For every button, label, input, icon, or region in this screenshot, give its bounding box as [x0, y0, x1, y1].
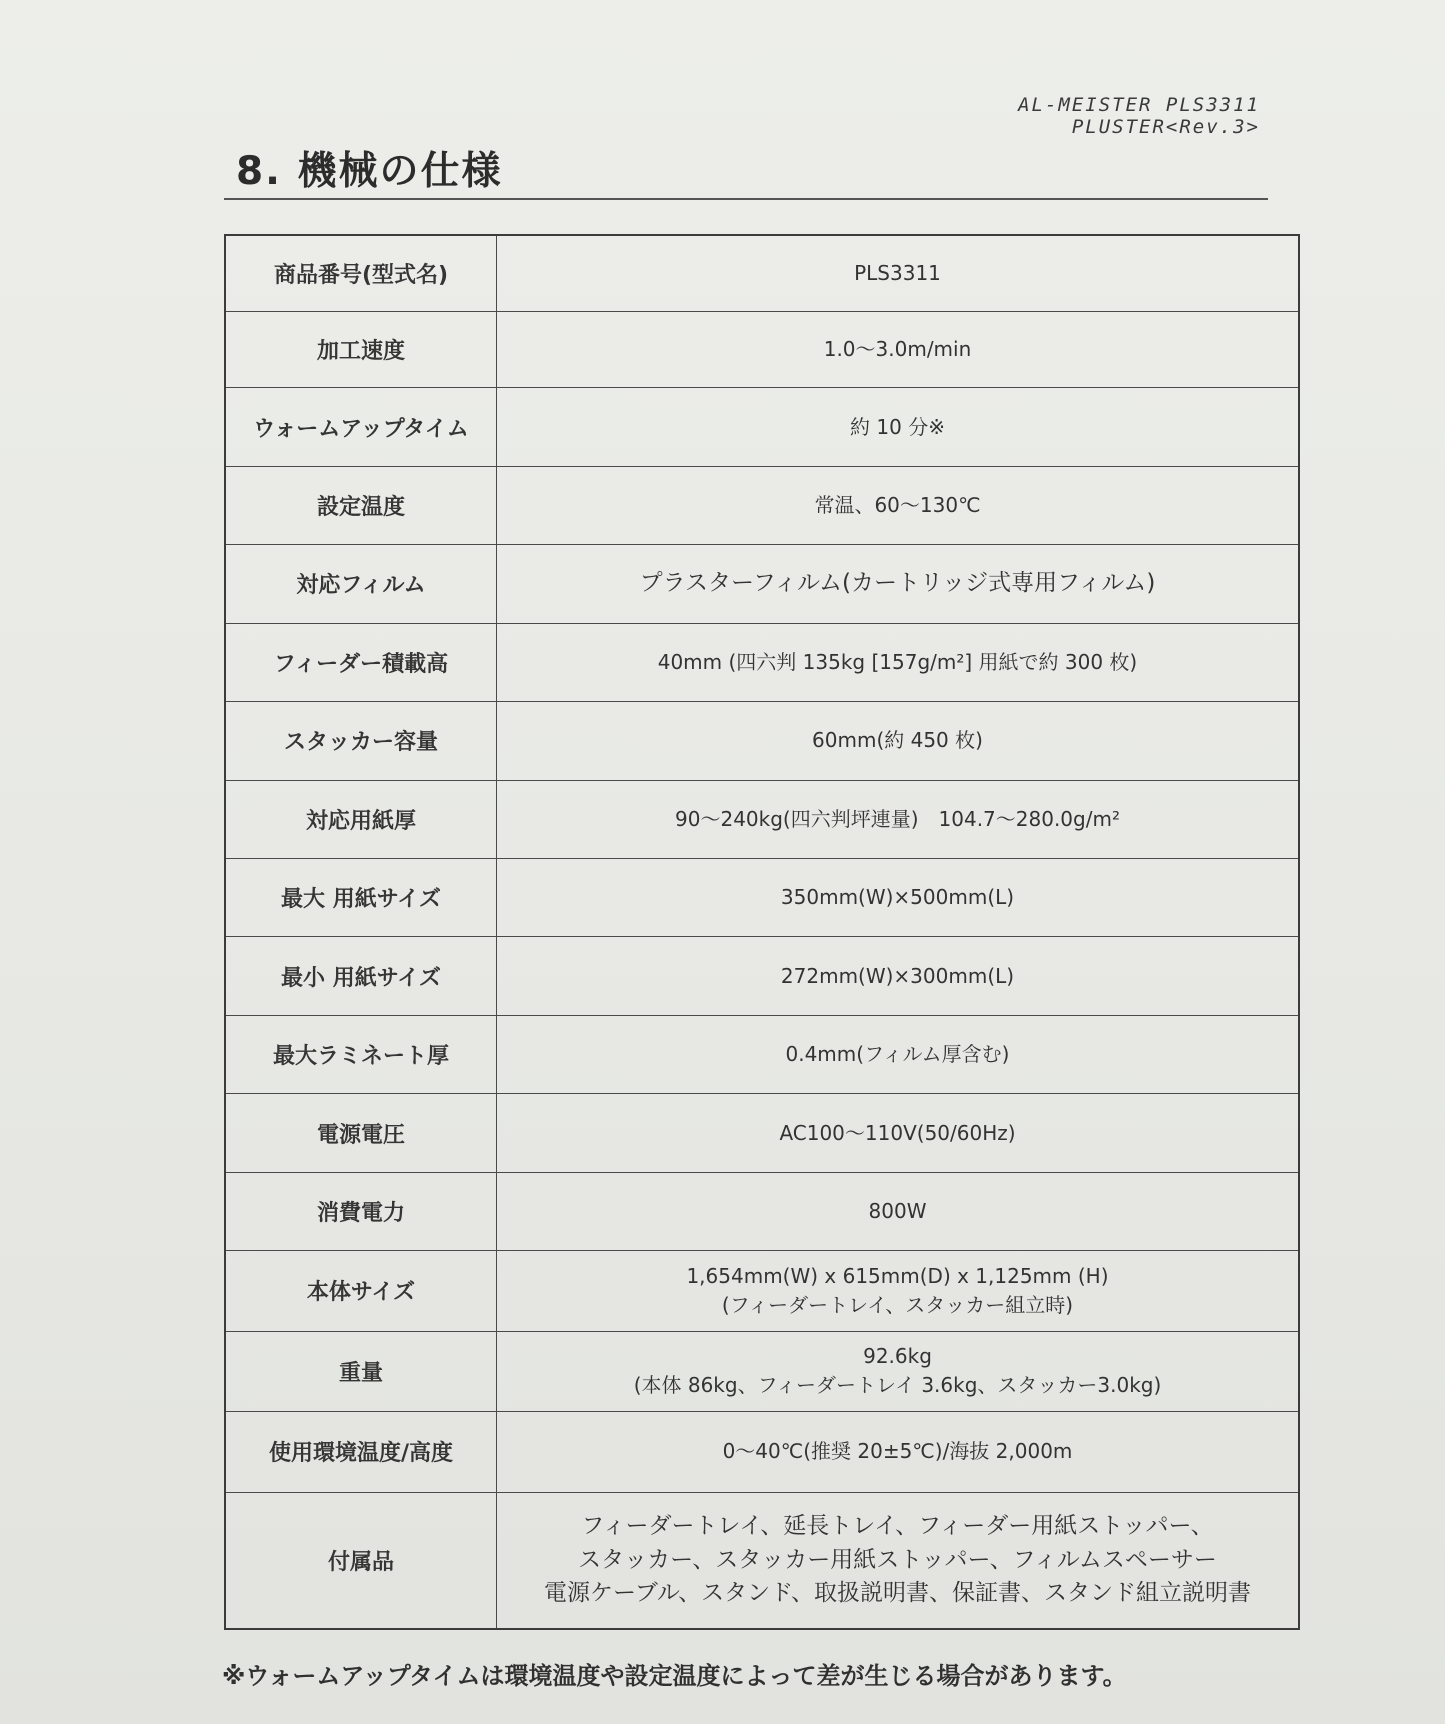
spec-value-line: フィーダートレイ、延長トレイ、フィーダー用紙ストッパー、 [581, 1513, 1214, 1540]
spec-value-line: (フィーダートレイ、スタッカー組立時) [721, 1292, 1074, 1317]
spec-value-line: AC100～110V(50/60Hz) [779, 1120, 1016, 1145]
spec-label: 最大ラミネート厚 [225, 1015, 497, 1093]
spec-value-line: PLS3311 [854, 260, 941, 285]
spec-row [225, 1492, 1299, 1629]
spec-value [497, 1015, 1300, 1093]
specification-table [224, 234, 1300, 1630]
spec-row [225, 1015, 1299, 1093]
title-divider [224, 198, 1268, 200]
spec-value [497, 545, 1300, 623]
spec-value-line: 常温、60～130℃ [814, 493, 981, 518]
spec-value-line: プラスターフィルム(カートリッジ式専用フィルム) [639, 570, 1156, 597]
spec-value-line: 92.6kg [863, 1344, 932, 1369]
spec-label: 商品番号(型式名) [225, 235, 497, 311]
spec-row [225, 702, 1299, 780]
spec-row [225, 545, 1299, 623]
spec-label: 対応用紙厚 [225, 780, 497, 858]
spec-row [225, 859, 1299, 937]
spec-value [497, 1412, 1300, 1492]
spec-row [225, 623, 1299, 701]
spec-value [497, 311, 1300, 387]
spec-value [497, 1172, 1300, 1250]
spec-value [497, 388, 1300, 466]
spec-label: ウォームアップタイム [225, 388, 497, 466]
spec-value-line: 90～240kg(四六判坪連量) 104.7～280.0g/m² [675, 806, 1120, 831]
spec-value-line: 約 10 分※ [850, 414, 945, 439]
spec-value [497, 859, 1300, 937]
spec-label: フィーダー積載高 [225, 623, 497, 701]
spec-value [497, 466, 1300, 544]
spec-value [497, 1492, 1300, 1629]
spec-row [225, 1172, 1299, 1250]
spec-row [225, 311, 1299, 387]
spec-value-line: 0～40℃(推奨 20±5℃)/海抜 2,000m [722, 1439, 1073, 1464]
spec-value-line: 40mm (四六判 135kg [157g/m²] 用紙で約 300 枚) [657, 649, 1138, 674]
spec-value [497, 937, 1300, 1015]
spec-label: 付属品 [225, 1492, 497, 1629]
spec-label: スタッカー容量 [225, 702, 497, 780]
spec-value-line: (本体 86kg、フィーダートレイ 3.6kg、スタッカー3.0kg) [633, 1373, 1162, 1398]
spec-row [225, 388, 1299, 466]
spec-value-line: 60mm(約 450 枚) [812, 728, 983, 753]
spec-label: 消費電力 [225, 1172, 497, 1250]
spec-label: 加工速度 [225, 311, 497, 387]
spec-value [497, 1251, 1300, 1331]
spec-value [497, 1331, 1300, 1411]
spec-value-line: 1,654mm(W) x 615mm(D) x 1,125mm (H) [686, 1263, 1109, 1288]
spec-value [497, 702, 1300, 780]
spec-row [225, 1412, 1299, 1492]
spec-row [225, 1331, 1299, 1411]
section-title: 8. 機械の仕様 [236, 149, 503, 194]
spec-row [225, 235, 1299, 311]
spec-value-line: スタッカー、スタッカー用紙ストッパー、フィルムスペーサー [578, 1546, 1217, 1573]
spec-label: 最小 用紙サイズ [225, 937, 497, 1015]
spec-value-line: 0.4mm(フィルム厚含む) [785, 1042, 1010, 1067]
spec-row [225, 937, 1299, 1015]
spec-value-line: 350mm(W)×500mm(L) [780, 885, 1015, 910]
spec-label: 対応フィルム [225, 545, 497, 623]
spec-row [225, 1251, 1299, 1331]
spec-label: 最大 用紙サイズ [225, 859, 497, 937]
spec-value-line: 800W [868, 1198, 927, 1223]
spec-row [225, 466, 1299, 544]
footnote: ※ウォームアップタイムは環境温度や設定温度によって差が生じる場合があります。 [222, 1662, 1127, 1690]
document-reference: AL-MEISTER PLS3311 PLUSTER<Rev.3> [1018, 94, 1260, 138]
spec-value [497, 780, 1300, 858]
spec-label: 設定温度 [225, 466, 497, 544]
spec-value-line: 272mm(W)×300mm(L) [780, 963, 1015, 988]
spec-value-line: 1.0～3.0m/min [823, 337, 972, 362]
spec-value [497, 235, 1300, 311]
spec-row [225, 1094, 1299, 1172]
spec-value [497, 1094, 1300, 1172]
spec-value [497, 623, 1300, 701]
spec-label: 使用環境温度/高度 [225, 1412, 497, 1492]
spec-label: 電源電圧 [225, 1094, 497, 1172]
spec-label: 本体サイズ [225, 1251, 497, 1331]
spec-row [225, 780, 1299, 858]
spec-label: 重量 [225, 1331, 497, 1411]
spec-value-line: 電源ケーブル、スタンド、取扱説明書、保証書、スタンド組立説明書 [543, 1579, 1252, 1606]
